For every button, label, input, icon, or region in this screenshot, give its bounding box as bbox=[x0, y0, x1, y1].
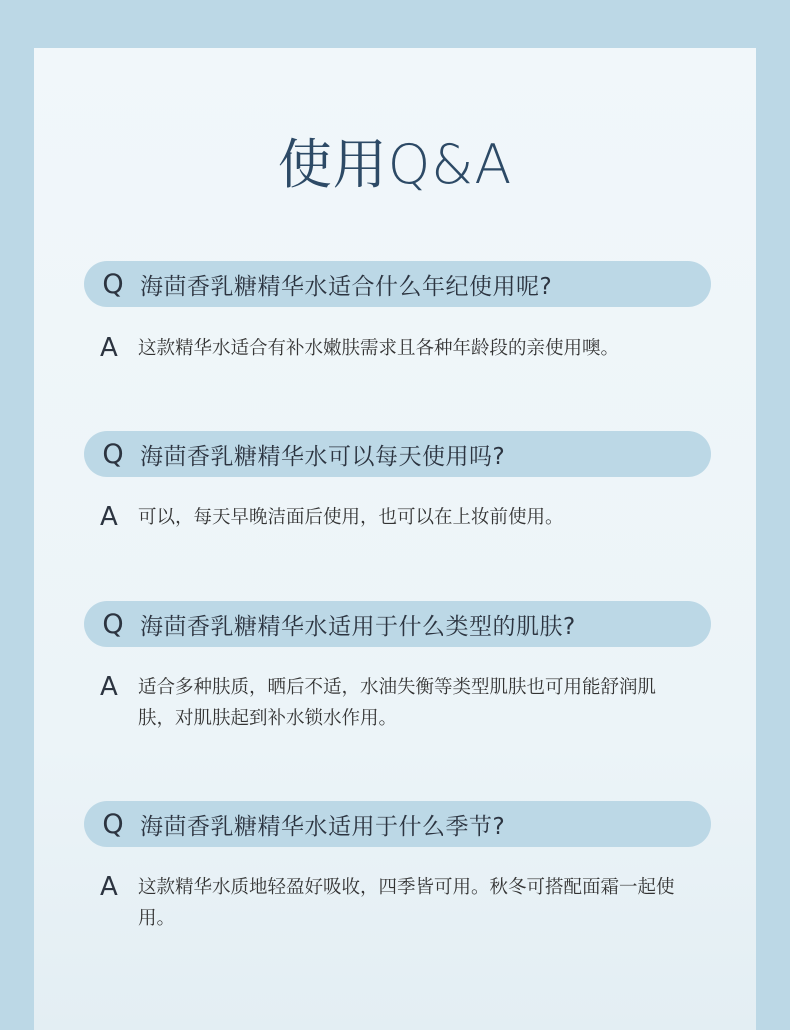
a-mark: A bbox=[100, 333, 118, 363]
a-mark: A bbox=[100, 502, 118, 532]
a-mark: A bbox=[100, 672, 118, 702]
q-mark: Q bbox=[102, 268, 124, 300]
answer-text: 这款精华水适合有补水嫩肤需求且各种年龄段的亲使用噢。 bbox=[138, 338, 620, 359]
answer-1 bbox=[100, 333, 710, 364]
q-mark: Q bbox=[102, 608, 124, 640]
page-title: 使用Q&A bbox=[277, 133, 513, 196]
answer-2 bbox=[100, 502, 710, 533]
answer-3 bbox=[100, 672, 710, 734]
answer-text: 可以，每天早晚洁面后使用，也可以在上妆前使用。 bbox=[138, 507, 564, 528]
answer-text: 适合多种肤质，晒后不适，水油失衡等类型肌肤也可用能舒润肌肤，对肌肤起到补水锁水作用。 bbox=[138, 677, 657, 729]
q-mark: Q bbox=[102, 808, 124, 840]
q-mark: Q bbox=[102, 438, 124, 470]
answer-4 bbox=[100, 872, 710, 934]
question-2 bbox=[84, 431, 711, 477]
question-4 bbox=[84, 801, 711, 847]
a-mark: A bbox=[100, 872, 118, 902]
question-1 bbox=[84, 261, 711, 307]
question-text: 海茴香乳糖精华水适用于什么类型的肌肤? bbox=[140, 613, 576, 640]
question-text: 海茴香乳糖精华水适合什么年纪使用呢? bbox=[140, 273, 553, 300]
question-3 bbox=[84, 601, 711, 647]
question-text: 海茴香乳糖精华水可以每天使用吗? bbox=[140, 443, 506, 470]
answer-text: 这款精华水质地轻盈好吸收，四季皆可用。秋冬可搭配面霜一起使用。 bbox=[138, 877, 675, 929]
question-text: 海茴香乳糖精华水适用于什么季节? bbox=[140, 813, 506, 840]
